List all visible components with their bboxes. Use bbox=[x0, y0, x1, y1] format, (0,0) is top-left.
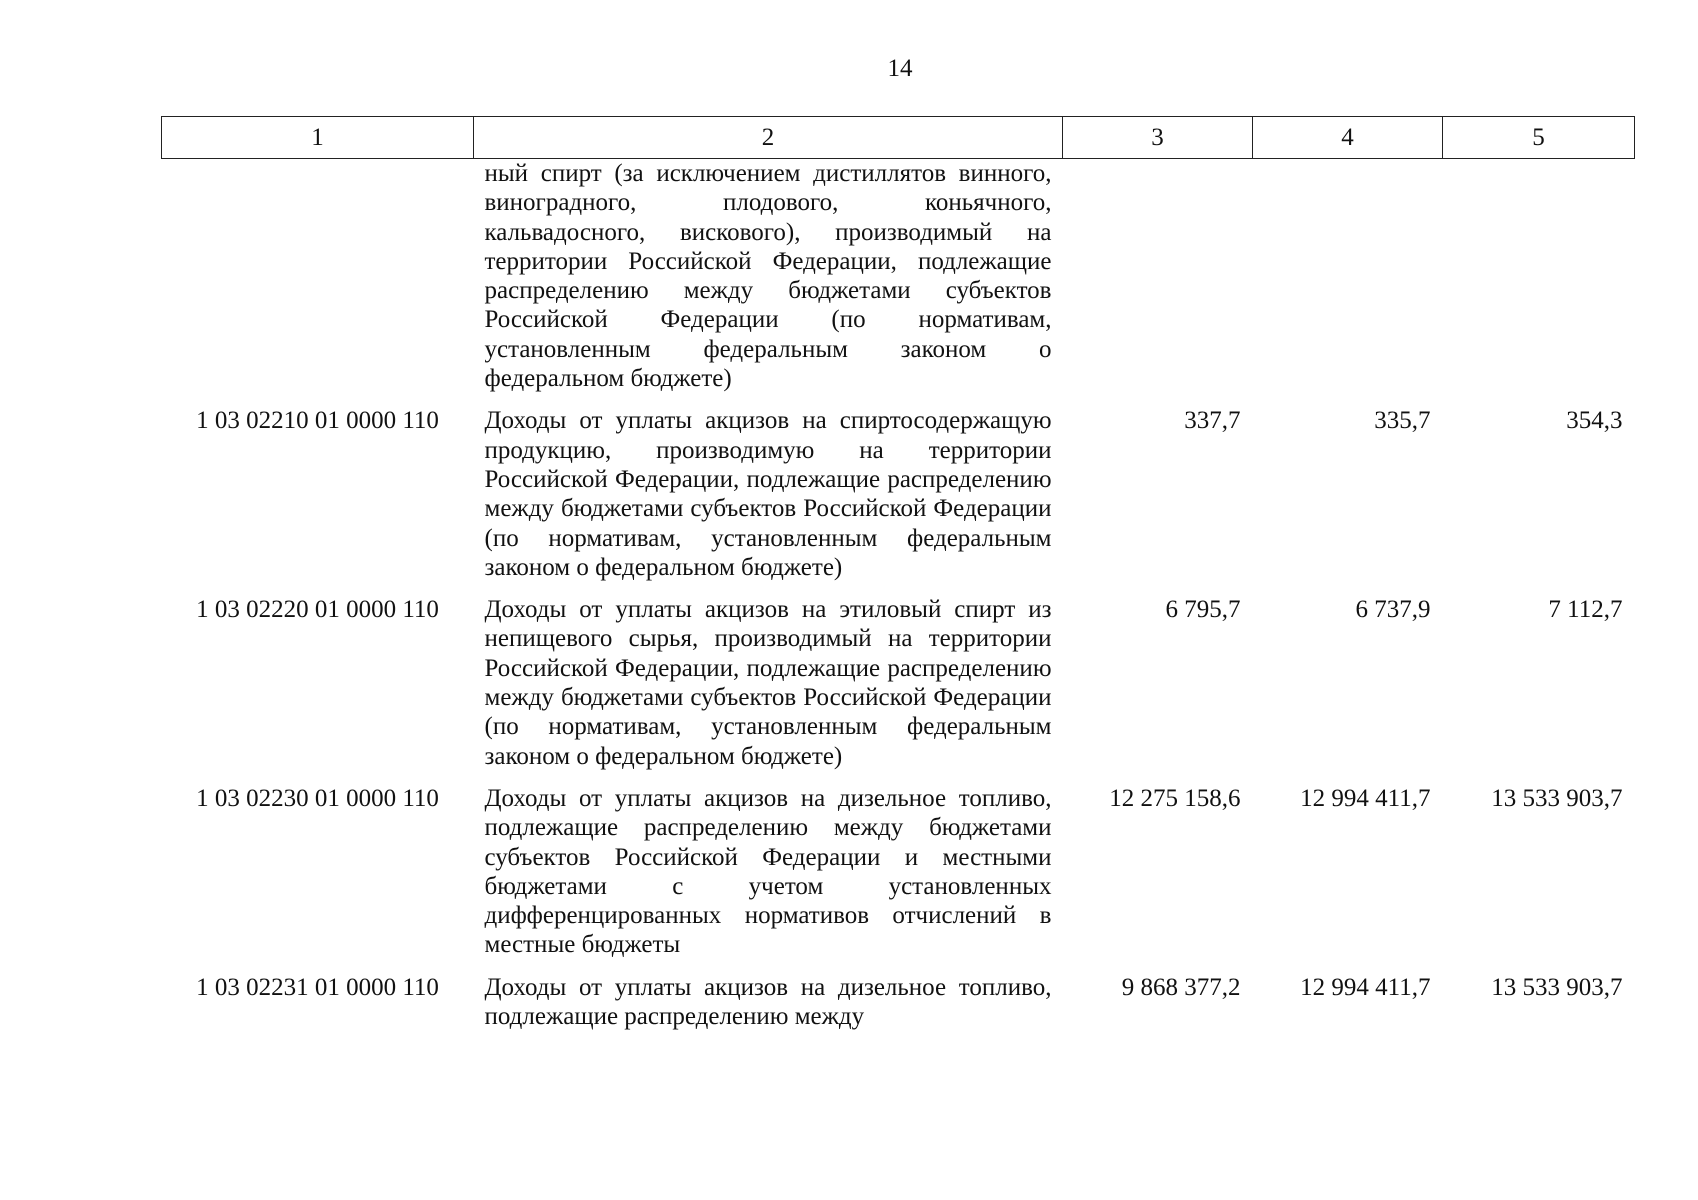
table-body bbox=[162, 159, 1635, 1032]
value-cell-col3 bbox=[1063, 159, 1253, 394]
page-number: 14 bbox=[887, 55, 913, 82]
header-col-2: 2 bbox=[474, 117, 1063, 159]
value-cell-col3: 337,7 bbox=[1184, 407, 1241, 435]
description-cell: Доходы от уплаты акцизов на этиловый спирт из непищевого сырья, производимый на территории Российской Федерации, подлежащие распределению между бюджетами субъектов Российской Федерации (по нормативам, установленным федеральным законом о федеральном бюджете) bbox=[484, 596, 1052, 770]
value-cell-col4 bbox=[1253, 159, 1443, 394]
value-cell-col5 bbox=[1443, 159, 1635, 394]
header-col-3: 3 bbox=[1063, 117, 1253, 159]
description-cell: ный спирт (за исключением дистиллятов винного, виноградного, плодового, коньячного, кальвадосного, вискового), производимый на территории Российской Федерации, подлежащие распределению между бюджетами субъектов Российской Федерации (по нормативам, установленным федеральным законом о федеральном бюджете) bbox=[484, 160, 1052, 393]
value-cell-col5: 7 112,7 bbox=[1548, 596, 1623, 624]
value-cell-col5: 13 533 903,7 bbox=[1491, 973, 1623, 1001]
description-cell: Доходы от уплаты акцизов на дизельное топливо, подлежащие распределению между bbox=[484, 973, 1052, 1031]
table-row bbox=[162, 771, 1635, 960]
value-cell-col4: 12 994 411,7 bbox=[1300, 784, 1431, 812]
table-header bbox=[162, 117, 1635, 159]
budget-revenue-table bbox=[161, 116, 1635, 1031]
value-cell-col4: 6 737,9 bbox=[1355, 596, 1431, 624]
table-row bbox=[162, 582, 1635, 771]
header-col-1: 1 bbox=[162, 117, 474, 159]
code-cell: 1 03 02210 01 0000 110 bbox=[196, 407, 439, 435]
header-col-5: 5 bbox=[1443, 117, 1635, 159]
value-cell-col3: 9 868 377,2 bbox=[1121, 973, 1241, 1001]
code-cell: 1 03 02220 01 0000 110 bbox=[196, 596, 439, 624]
description-cell: Доходы от уплаты акцизов на спиртосодержащую продукцию, производимую на территории Российской Федерации, подлежащие распределению между бюджетами субъектов Российской Федерации (по нормативам, установленным федеральным законом о федеральном бюджете) bbox=[484, 407, 1052, 581]
code-cell: 1 03 02230 01 0000 110 bbox=[196, 784, 439, 812]
value-cell-col3: 6 795,7 bbox=[1165, 596, 1241, 624]
value-cell-col5: 13 533 903,7 bbox=[1491, 784, 1623, 812]
description-cell: Доходы от уплаты акцизов на дизельное топливо, подлежащие распределению между бюджетами субъектов Российской Федерации и местными бюджетами с учетом установленных дифференцированных нормативов отчислений в местные бюджеты bbox=[484, 784, 1052, 959]
header-col-4: 4 bbox=[1253, 117, 1443, 159]
value-cell-col5: 354,3 bbox=[1566, 407, 1623, 435]
code-cell: 1 03 02231 01 0000 110 bbox=[196, 973, 439, 1001]
value-cell-col4: 12 994 411,7 bbox=[1300, 973, 1431, 1001]
table-row bbox=[162, 393, 1635, 582]
value-cell-col4: 335,7 bbox=[1374, 407, 1431, 435]
code-cell bbox=[162, 159, 474, 394]
header-row bbox=[162, 117, 1635, 159]
table-row-continuation bbox=[162, 159, 1635, 394]
table-row bbox=[162, 960, 1635, 1032]
value-cell-col3: 12 275 158,6 bbox=[1109, 784, 1241, 812]
